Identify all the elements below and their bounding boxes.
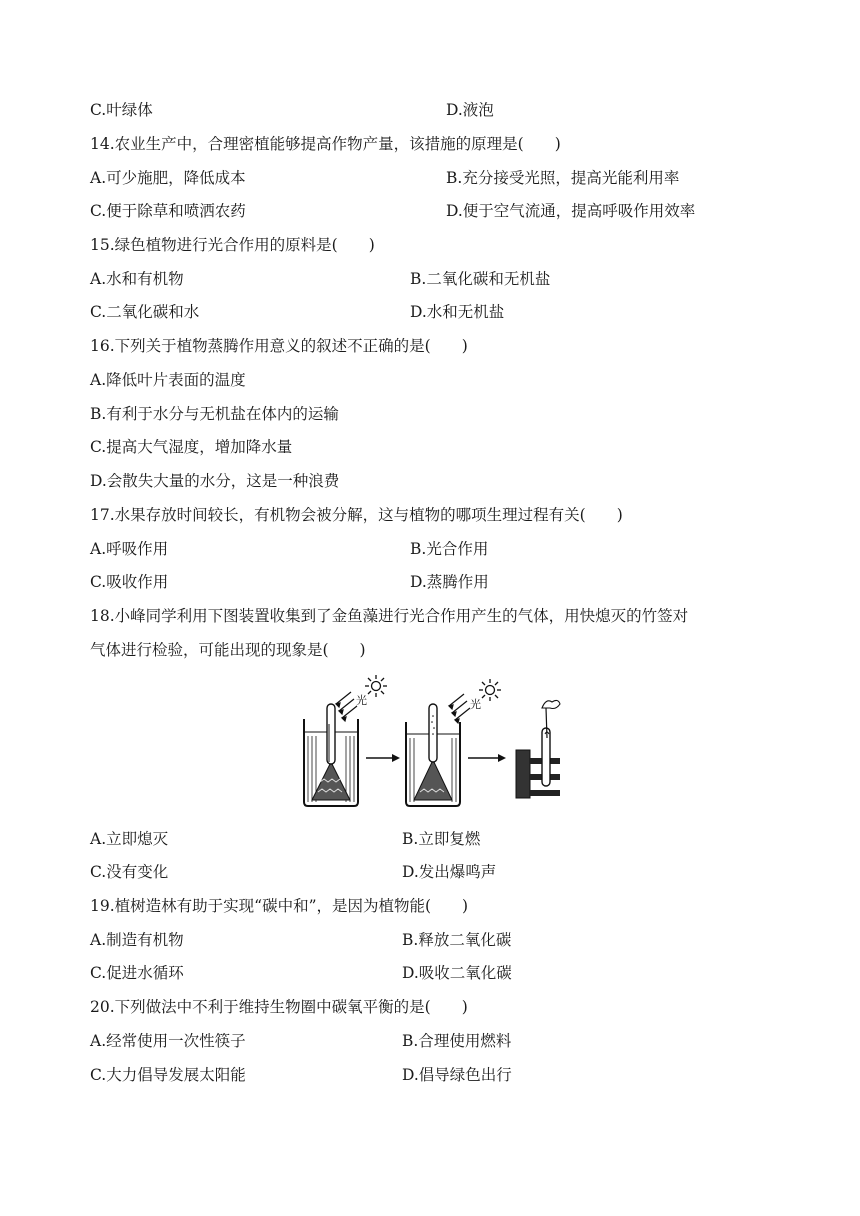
q18-option-b: B.立即复燃 (402, 830, 481, 848)
q20-stem: 20.下列做法中不利于维持生物圈中碳氧平衡的是( ) (90, 998, 468, 1016)
q14-stem: 14.农业生产中，合理密植能够提高作物产量，该措施的原理是( ) (90, 135, 561, 153)
arrow-icon (468, 754, 506, 762)
q17-option-c: C.吸收作用 (90, 573, 169, 591)
q20-option-d: D.倡导绿色出行 (402, 1066, 512, 1084)
q14-option-a: A.可少施肥，降低成本 (90, 169, 246, 187)
q15-option-c: C.二氧化碳和水 (90, 303, 200, 321)
q13-option-c: C.叶绿体 (90, 101, 153, 119)
light-label: 光 (356, 694, 367, 707)
arrow-icon (366, 754, 400, 762)
q18-apparatus-figure (296, 674, 576, 814)
q18-option-d: D.发出爆鸣声 (402, 863, 497, 881)
q17-option-b: B.光合作用 (410, 540, 489, 558)
q13-option-d: D.液泡 (446, 101, 494, 119)
apparatus-diagram-svg (296, 674, 576, 810)
q20-option-c: C.大力倡导发展太阳能 (90, 1066, 246, 1084)
q16-option-b: B.有利于水分与无机盐在体内的运输 (90, 405, 339, 423)
hand-icon (542, 700, 560, 708)
q14-option-d: D.便于空气流通，提高呼吸作用效率 (446, 202, 696, 220)
q15-stem: 15.绿色植物进行光合作用的原料是( ) (90, 236, 375, 254)
q18-option-a: A.立即熄灭 (90, 830, 169, 848)
q15-option-d: D.水和无机盐 (410, 303, 505, 321)
q20-option-a: A.经常使用一次性筷子 (90, 1032, 246, 1050)
sun-icon (479, 679, 501, 701)
q17-stem: 17.水果存放时间较长，有机物会被分解，这与植物的哪项生理过程有关( ) (90, 506, 623, 524)
q16-option-c: C.提高大气湿度，增加降水量 (90, 438, 293, 456)
q19-option-c: C.促进水循环 (90, 964, 184, 982)
q14-option-b: B.充分接受光照，提高光能利用率 (446, 169, 680, 187)
q14-option-c: C.便于除草和喷洒农药 (90, 202, 246, 220)
light-label: 光 (470, 698, 481, 711)
beaker-1 (304, 704, 358, 806)
q15-option-a: A.水和有机物 (90, 270, 184, 288)
q18-stem-line2: 气体进行检验，可能出现的现象是( ) (90, 641, 366, 659)
q17-option-d: D.蒸腾作用 (410, 573, 489, 591)
q19-option-b: B.释放二氧化碳 (402, 931, 512, 949)
q19-option-a: A.制造有机物 (90, 931, 184, 949)
q16-option-a: A.降低叶片表面的温度 (90, 371, 246, 389)
q16-option-d: D.会散失大量的水分，这是一种浪费 (90, 472, 340, 490)
sun-icon (365, 675, 387, 697)
q18-option-c: C.没有变化 (90, 863, 169, 881)
q16-stem: 16.下列关于植物蒸腾作用意义的叙述不正确的是( ) (90, 337, 468, 355)
q20-option-b: B.合理使用燃料 (402, 1032, 512, 1050)
q18-stem-line1: 18.小峰同学利用下图装置收集到了金鱼藻进行光合作用产生的气体，用快熄灭的竹签对 (90, 607, 689, 625)
q15-option-b: B.二氧化碳和无机盐 (410, 270, 551, 288)
q19-option-d: D.吸收二氧化碳 (402, 964, 512, 982)
light-rays-icon (336, 692, 357, 721)
beaker-2 (406, 704, 460, 806)
q17-option-a: A.呼吸作用 (90, 540, 169, 558)
test-tube-rack (516, 700, 560, 798)
light-rays-icon (449, 694, 470, 723)
q19-stem: 19.植树造林有助于实现“碳中和”，是因为植物能( ) (90, 897, 469, 915)
